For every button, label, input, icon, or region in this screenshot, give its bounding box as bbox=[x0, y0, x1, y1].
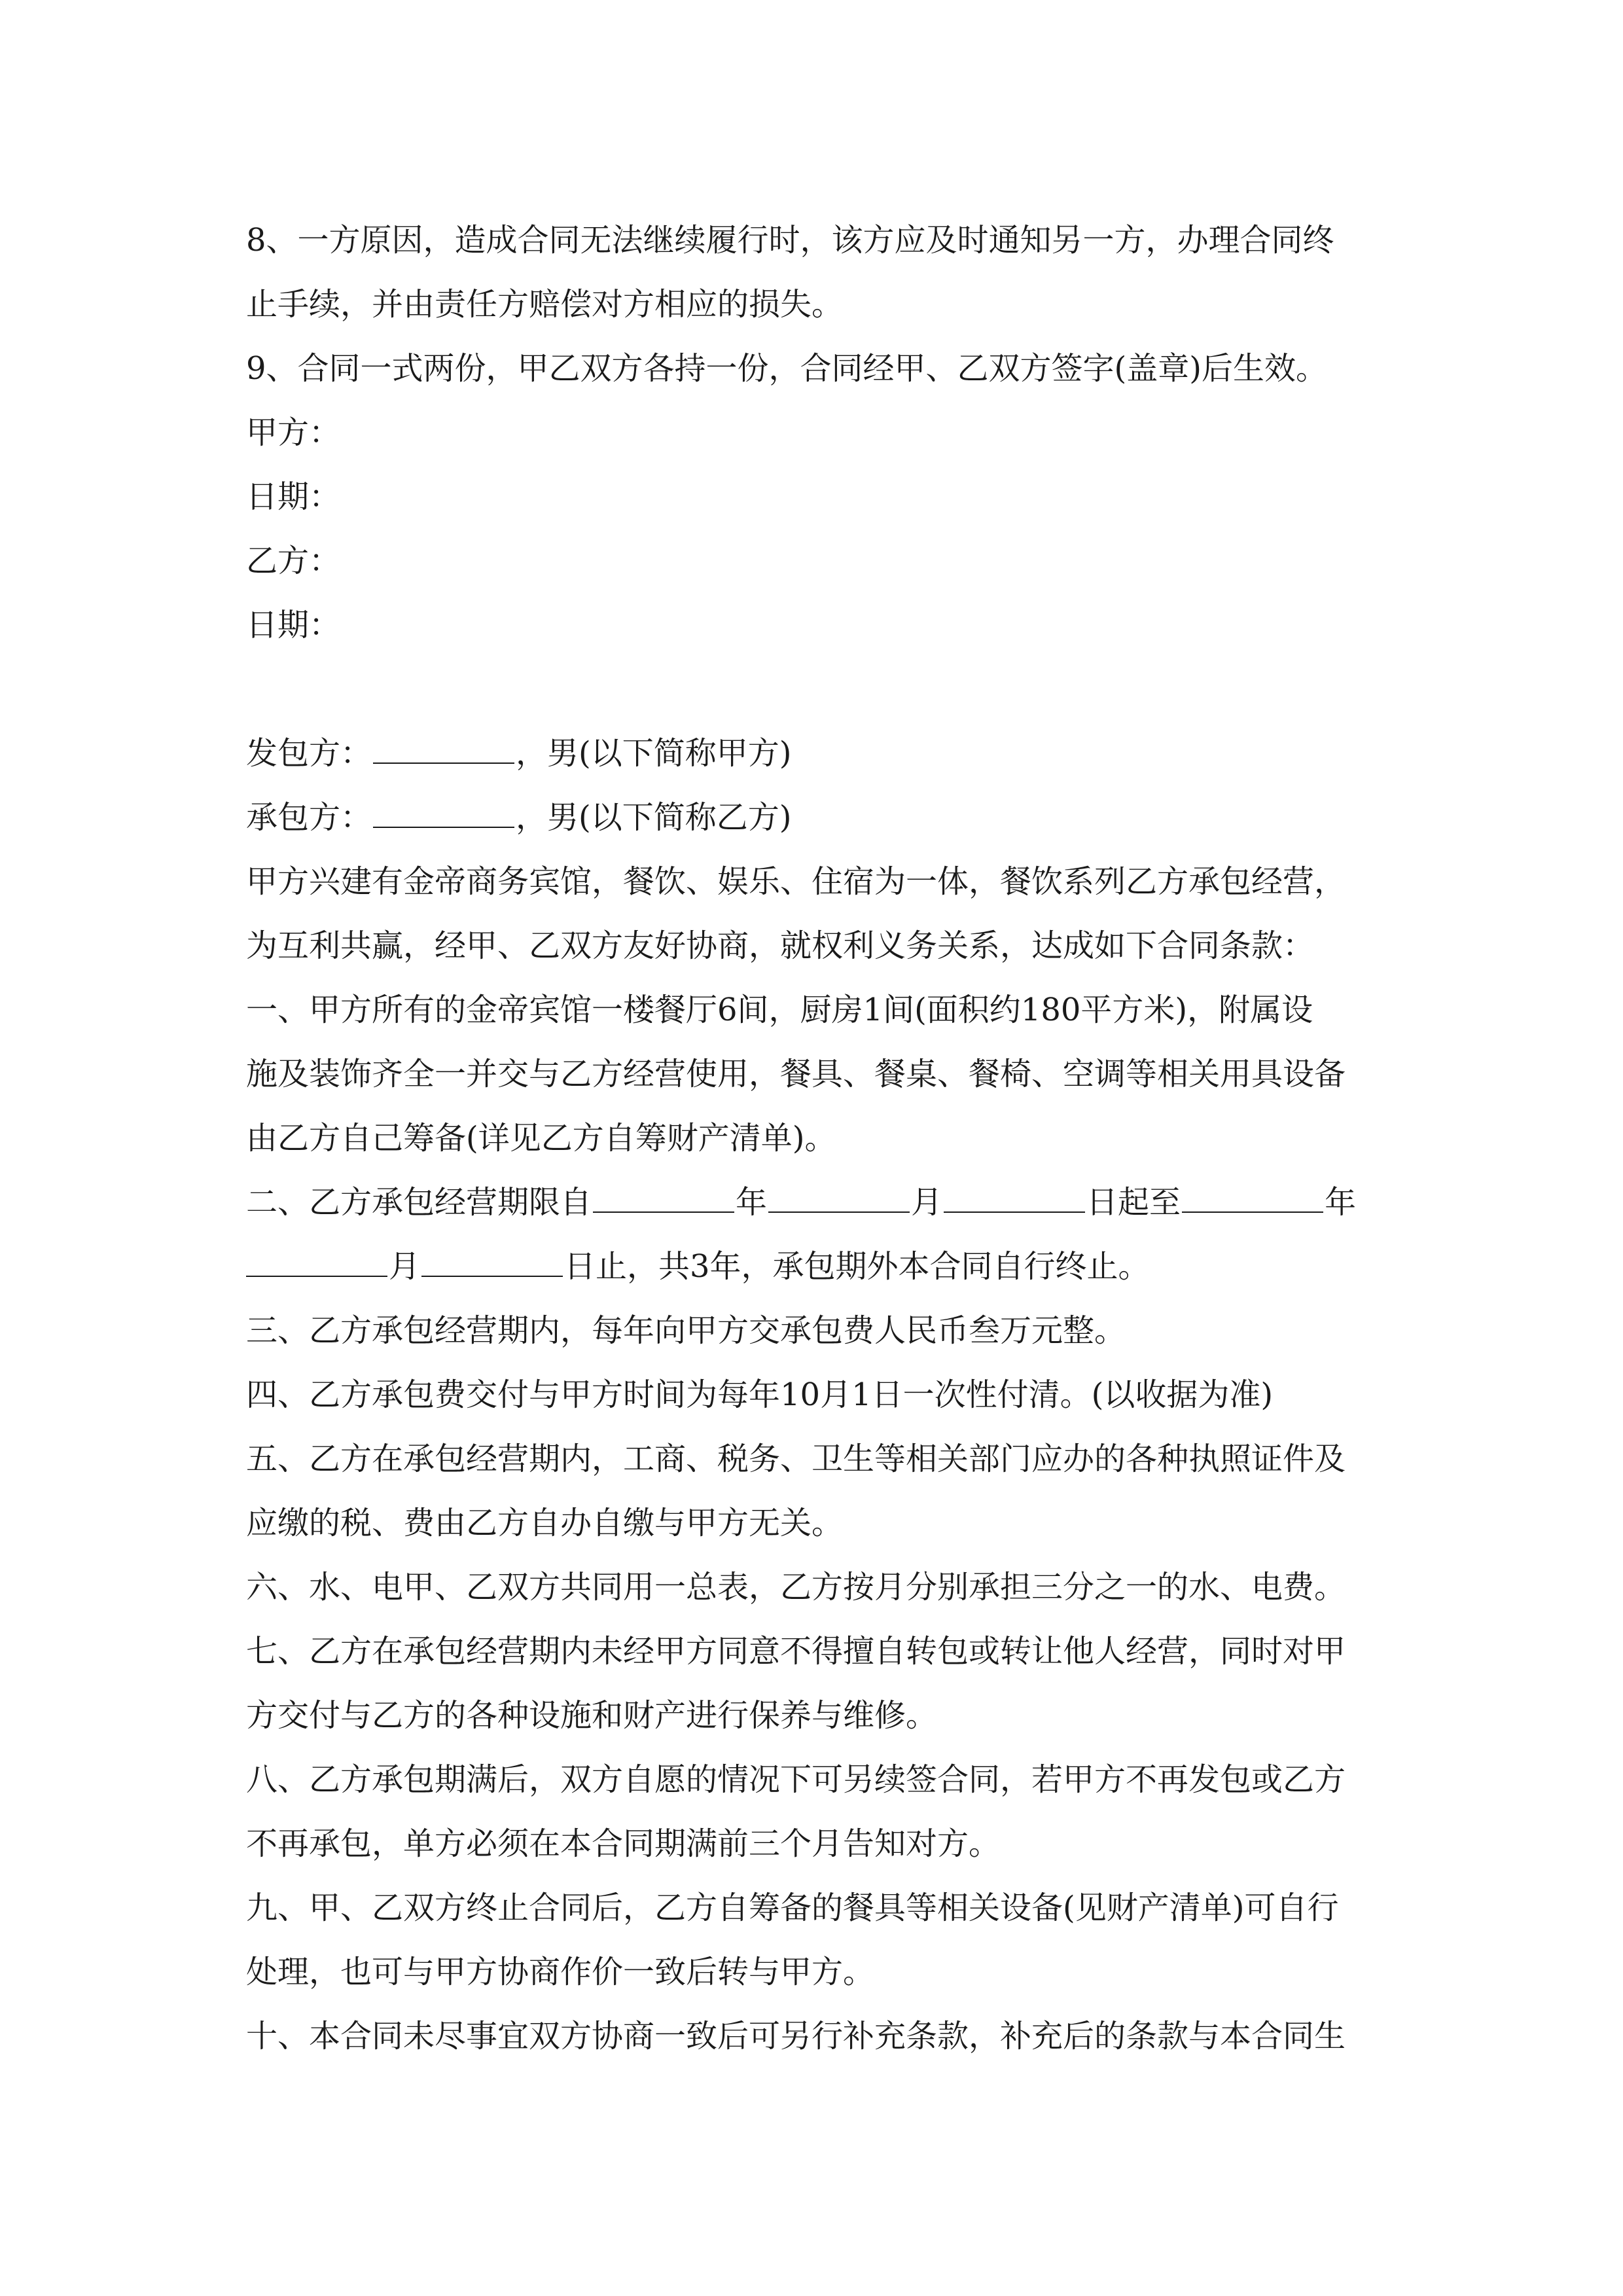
signature-date-b: 日期： bbox=[246, 607, 341, 643]
clause-6-line: 六、水、电甲、乙双方共同用一总表，乙方按月分别承担三分之一的水、电费。 bbox=[246, 1569, 1346, 1605]
contractee-name-blank bbox=[373, 804, 514, 828]
end-month-label: 月 bbox=[389, 1248, 421, 1285]
clause-8-line-2: 止手续，并由责任方赔偿对方相应的损失。 bbox=[246, 286, 844, 323]
clause-7-line-1: 七、乙方在承包经营期内未经甲方同意不得擅自转包或转让他人经营，同时对甲 bbox=[246, 1633, 1346, 1670]
clause-2-line-2 bbox=[246, 1234, 1382, 1299]
clause-2-prefix: 二、乙方承包经营期限自 bbox=[246, 1184, 592, 1221]
start-year-blank bbox=[593, 1189, 734, 1213]
clause-10-line-1: 十、本合同未尽事宜双方协商一致后可另行补充条款，补充后的条款与本合同生 bbox=[246, 2018, 1346, 2054]
contractor-line bbox=[246, 721, 1382, 785]
end-year-blank bbox=[1182, 1189, 1323, 1213]
clause-2-line-1 bbox=[246, 1170, 1382, 1234]
clause-8-line-1: 8、一方原因，造成合同无法继续履行时，该方应及时通知另一方，办理合同终 bbox=[246, 222, 1334, 259]
contractee-suffix: ，男(以下简称乙方) bbox=[516, 799, 792, 836]
clause-8b-line-2: 不再承包，单方必须在本合同期满前三个月告知对方。 bbox=[246, 1825, 1001, 1862]
clause-8b-line-1: 八、乙方承包期满后，双方自愿的情况下可另续签合同，若甲方不再发包或乙方 bbox=[246, 1761, 1346, 1798]
start-month-blank bbox=[768, 1189, 910, 1213]
signature-date-a: 日期： bbox=[246, 478, 341, 515]
contractor-label: 发包方： bbox=[246, 735, 372, 772]
clause-4-line: 四、乙方承包费交付与甲方时间为每年10月1日一次性付清。(以收据为准) bbox=[246, 1376, 1274, 1413]
start-year-label: 年 bbox=[736, 1184, 768, 1221]
preamble-line-2: 为互利共赢，经甲、乙双方友好协商，就权利义务关系，达成如下合同条款： bbox=[246, 927, 1315, 964]
clause-9b-line-2: 处理，也可与甲方协商作价一致后转与甲方。 bbox=[246, 1954, 875, 1990]
day-from-label: 日起至 bbox=[1086, 1184, 1181, 1221]
contractor-name-blank bbox=[373, 740, 514, 764]
end-year-label: 年 bbox=[1325, 1184, 1357, 1221]
preamble-line-1: 甲方兴建有金帝商务宾馆，餐饮、娱乐、住宿为一体，餐饮系列乙方承包经营， bbox=[246, 863, 1346, 900]
contractee-line bbox=[246, 785, 1382, 850]
section-gap bbox=[246, 657, 1382, 721]
clause-1-line-2: 施及装饰齐全一并交与乙方经营使用，餐具、餐桌、餐椅、空调等相关用具设备 bbox=[246, 1056, 1346, 1092]
clause-3-line: 三、乙方承包经营期内，每年向甲方交承包费人民币叁万元整。 bbox=[246, 1312, 1126, 1349]
clause-5-line-2: 应缴的税、费由乙方自办自缴与甲方无关。 bbox=[246, 1505, 844, 1541]
end-day-blank bbox=[421, 1253, 563, 1277]
clause-2-end: 日止，共3年，承包期外本合同自行终止。 bbox=[564, 1248, 1150, 1285]
end-month-blank bbox=[246, 1253, 387, 1277]
start-month-label: 月 bbox=[911, 1184, 943, 1221]
signature-party-a: 甲方： bbox=[246, 414, 341, 451]
clause-9b-line-1: 九、甲、乙双方终止合同后，乙方自筹备的餐具等相关设备(见财产清单)可自行 bbox=[246, 1890, 1339, 1926]
contract-body bbox=[246, 208, 1382, 2068]
clause-5-line-1: 五、乙方在承包经营期内，工商、税务、卫生等相关部门应办的各种执照证件及 bbox=[246, 1441, 1346, 1477]
clause-1-line-3: 由乙方自己筹备(详见乙方自筹财产清单)。 bbox=[246, 1120, 836, 1157]
clause-1-line-1: 一、甲方所有的金帝宾馆一楼餐厅6间，厨房1间(面积约180平方米)，附属设 bbox=[246, 992, 1313, 1028]
contractor-suffix: ，男(以下简称甲方) bbox=[516, 735, 792, 772]
clause-9-line: 9、合同一式两份，甲乙双方各持一份，合同经甲、乙双方签字(盖章)后生效。 bbox=[246, 350, 1327, 387]
contractee-label: 承包方： bbox=[246, 799, 372, 836]
start-day-blank bbox=[944, 1189, 1085, 1213]
clause-7-line-2: 方交付与乙方的各种设施和财产进行保养与维修。 bbox=[246, 1697, 938, 1734]
signature-party-b: 乙方： bbox=[246, 543, 341, 579]
